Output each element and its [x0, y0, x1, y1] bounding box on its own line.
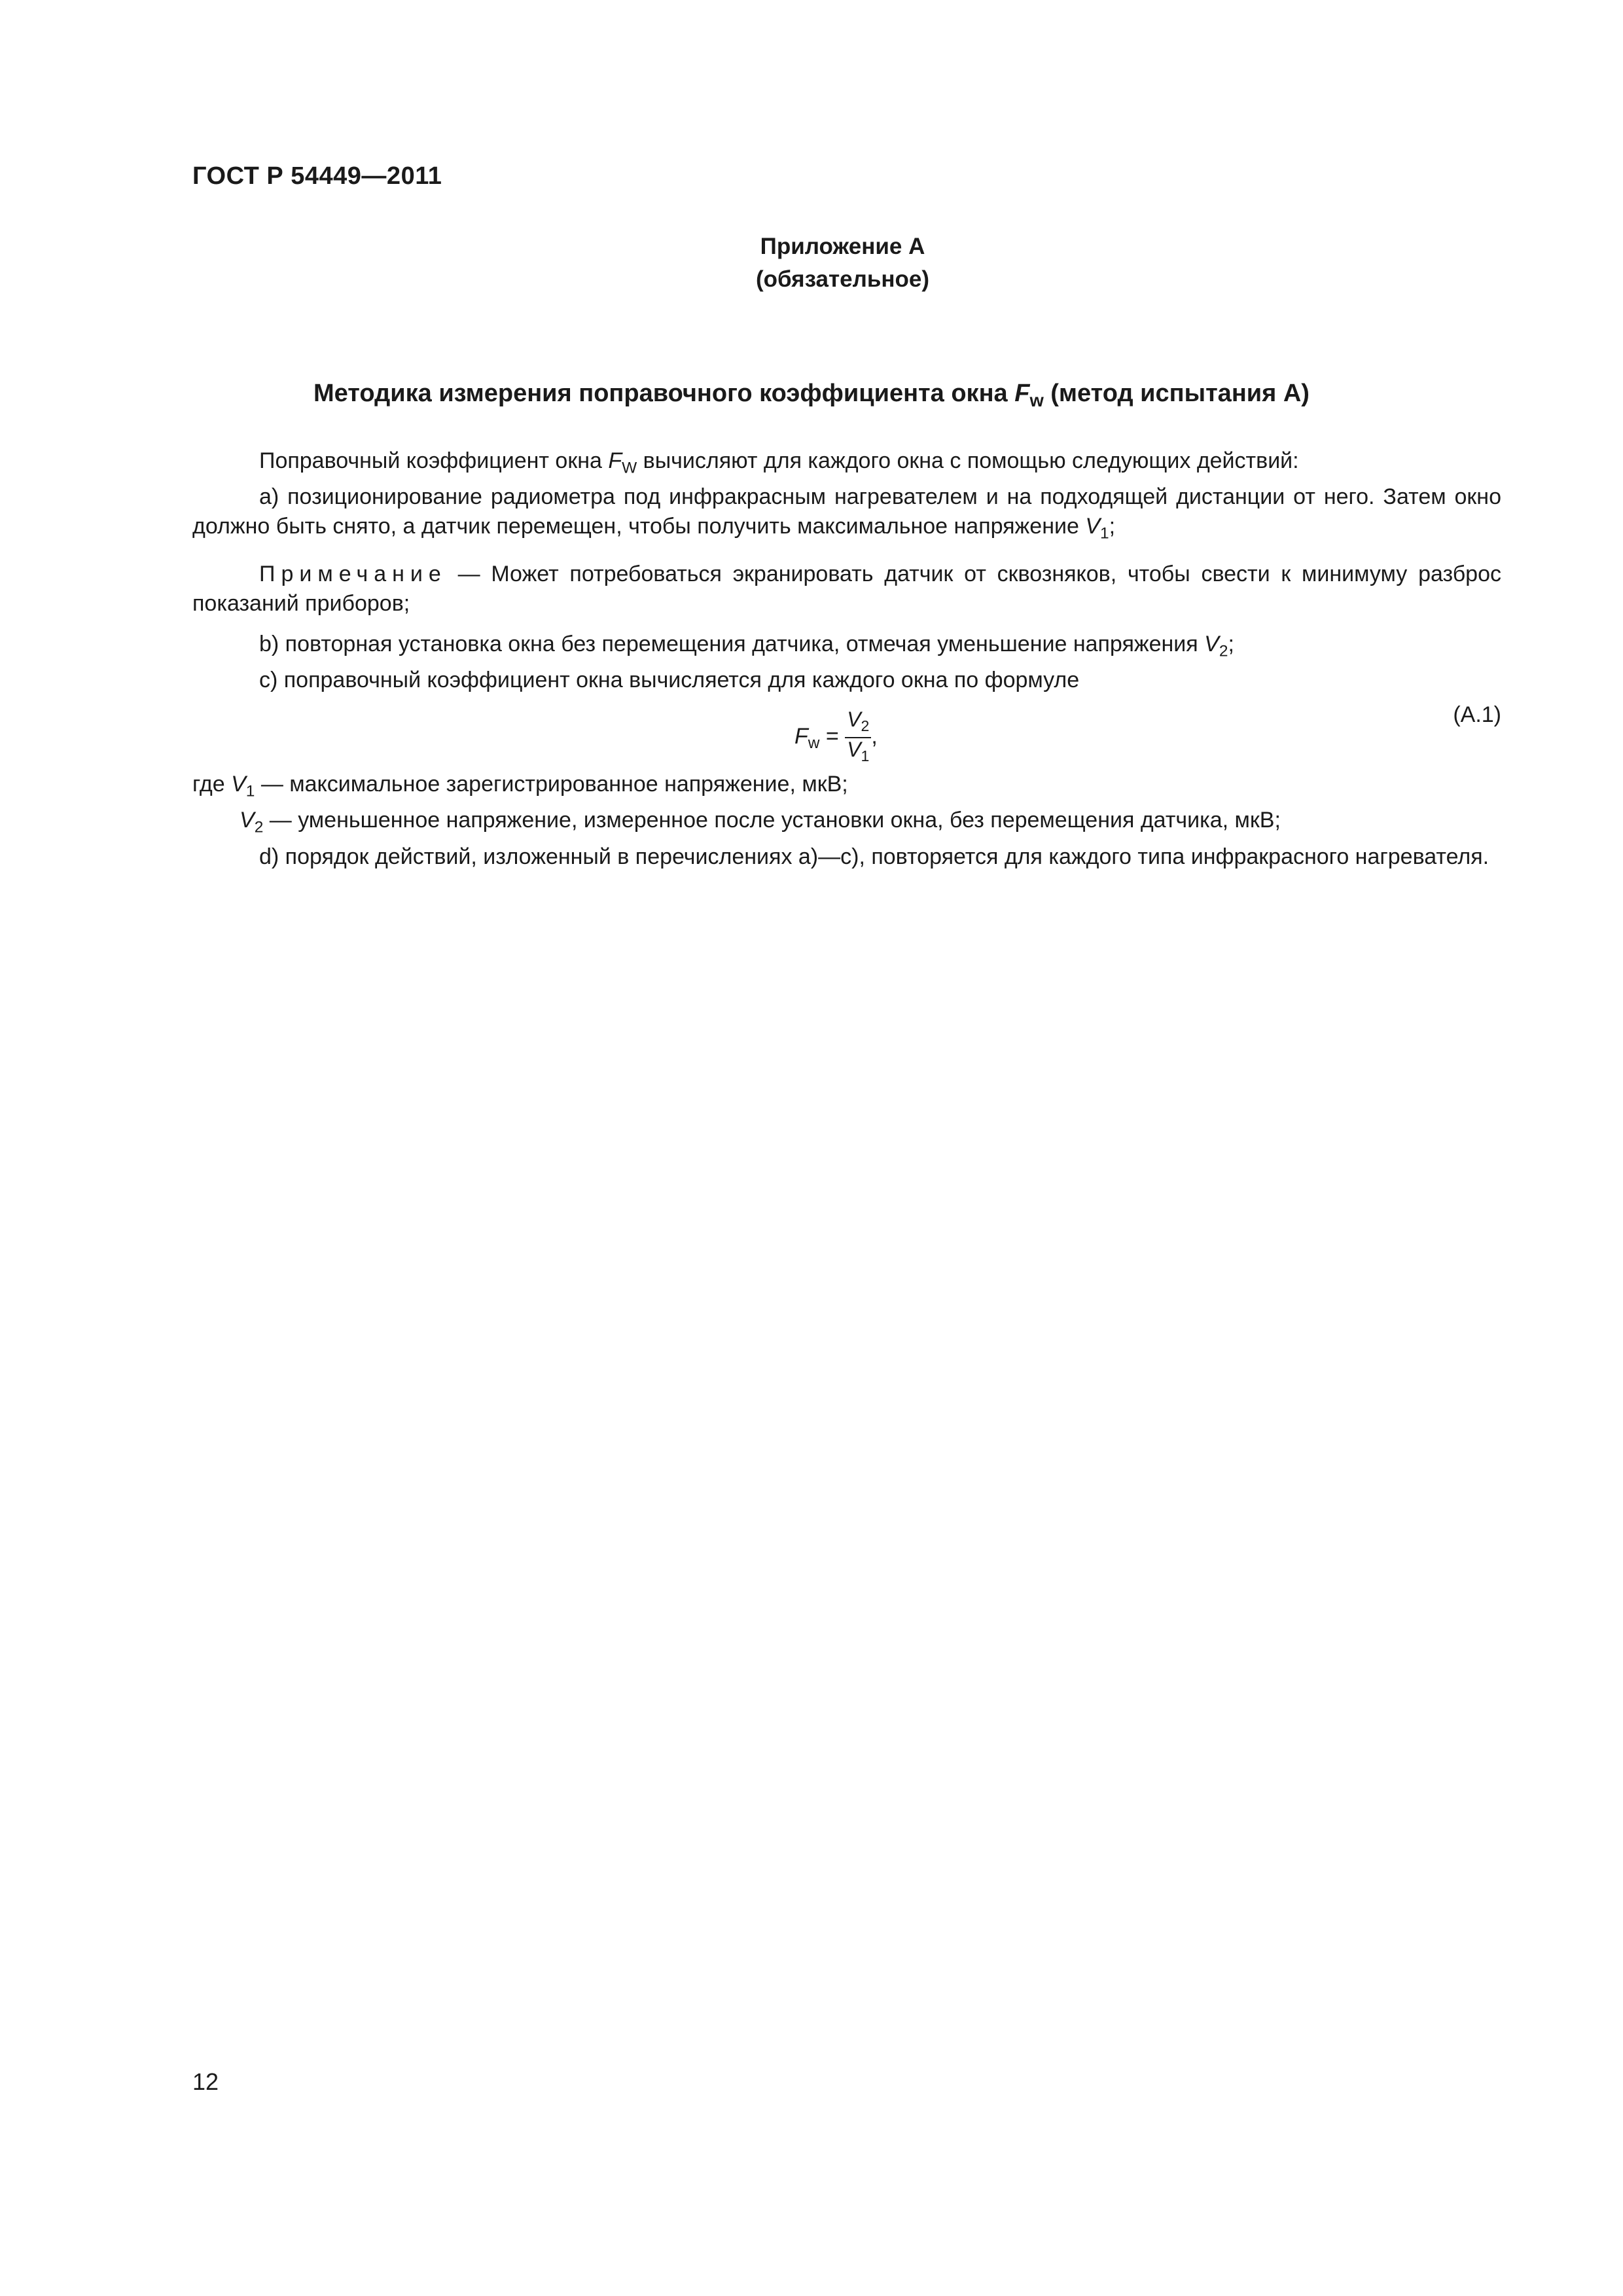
section-title	[0, 380, 1623, 411]
page-number: 12	[192, 2068, 219, 2095]
standard-header: ГОСТ Р 54449—2011	[192, 162, 442, 190]
annex-heading	[0, 230, 1623, 296]
document-body	[192, 446, 1501, 872]
note-label: Примечание	[259, 561, 447, 586]
legend-v2: $V_2$ — уменьшенное напряжение, измеренное после установки окна, без перемещения датчика, мкВ;	[240, 808, 1281, 836]
title-text-after: (метод испытания А)	[1043, 380, 1310, 407]
fraction-denominator: $V_1$	[847, 737, 870, 764]
equation-number: (А.1)	[1453, 702, 1501, 728]
legend-v1-symbol: $V_1$	[231, 772, 255, 800]
list-item-d: d) порядок действий, изложенный в перечислениях а)—с), повторяется для каждого типа инфракрасного нагревателя.	[259, 844, 1489, 869]
intro-symbol: $F_W$	[608, 448, 637, 477]
legend-v2-symbol: $V_2$	[240, 808, 264, 836]
note-paragraph	[192, 560, 1501, 619]
title-text-before: Методика измерения поправочного коэффициента окна	[313, 380, 1015, 407]
formula: $F_w$ = $\frac{V_2}{V_1}$ ,	[794, 708, 878, 767]
annex-label: Приложение А	[760, 234, 925, 259]
annex-status: (обязательное)	[755, 266, 929, 292]
fraction-numerator: $V_2$	[845, 708, 871, 738]
intro-paragraph: Поправочный коэффициент окна $F_W$ вычисляют для каждого окна с помощью следующих действий:	[259, 448, 1299, 477]
formula-block	[192, 696, 1501, 770]
list-item-c: с) поправочный коэффициент окна вычисляется для каждого окна по формуле	[259, 668, 1080, 693]
list-item-a: а) позиционирование радиометра под инфракрасным нагревателем и на подходящей дистанции от него. Затем окно должно быть снято, а датчик перемещен, чтобы получить максимальное напряжение $V_1$;	[192, 484, 1501, 543]
formula-fraction	[845, 708, 871, 767]
note-text: — Может потребоваться экранировать датчик от сквозняков, чтобы свести к минимуму разброс показаний приборов;	[192, 561, 1501, 616]
item-b-symbol: $V_2$	[1204, 631, 1228, 660]
title-symbol: $F_w$	[1014, 380, 1044, 411]
legend-v1: где $V_1$ — максимальное зарегистрированное напряжение, мкВ;	[192, 772, 848, 800]
list-item-b: b) повторная установка окна без перемещения датчика, отмечая уменьшение напряжения $V_2$;	[259, 631, 1234, 660]
item-a-symbol: $V_1$	[1085, 514, 1109, 543]
